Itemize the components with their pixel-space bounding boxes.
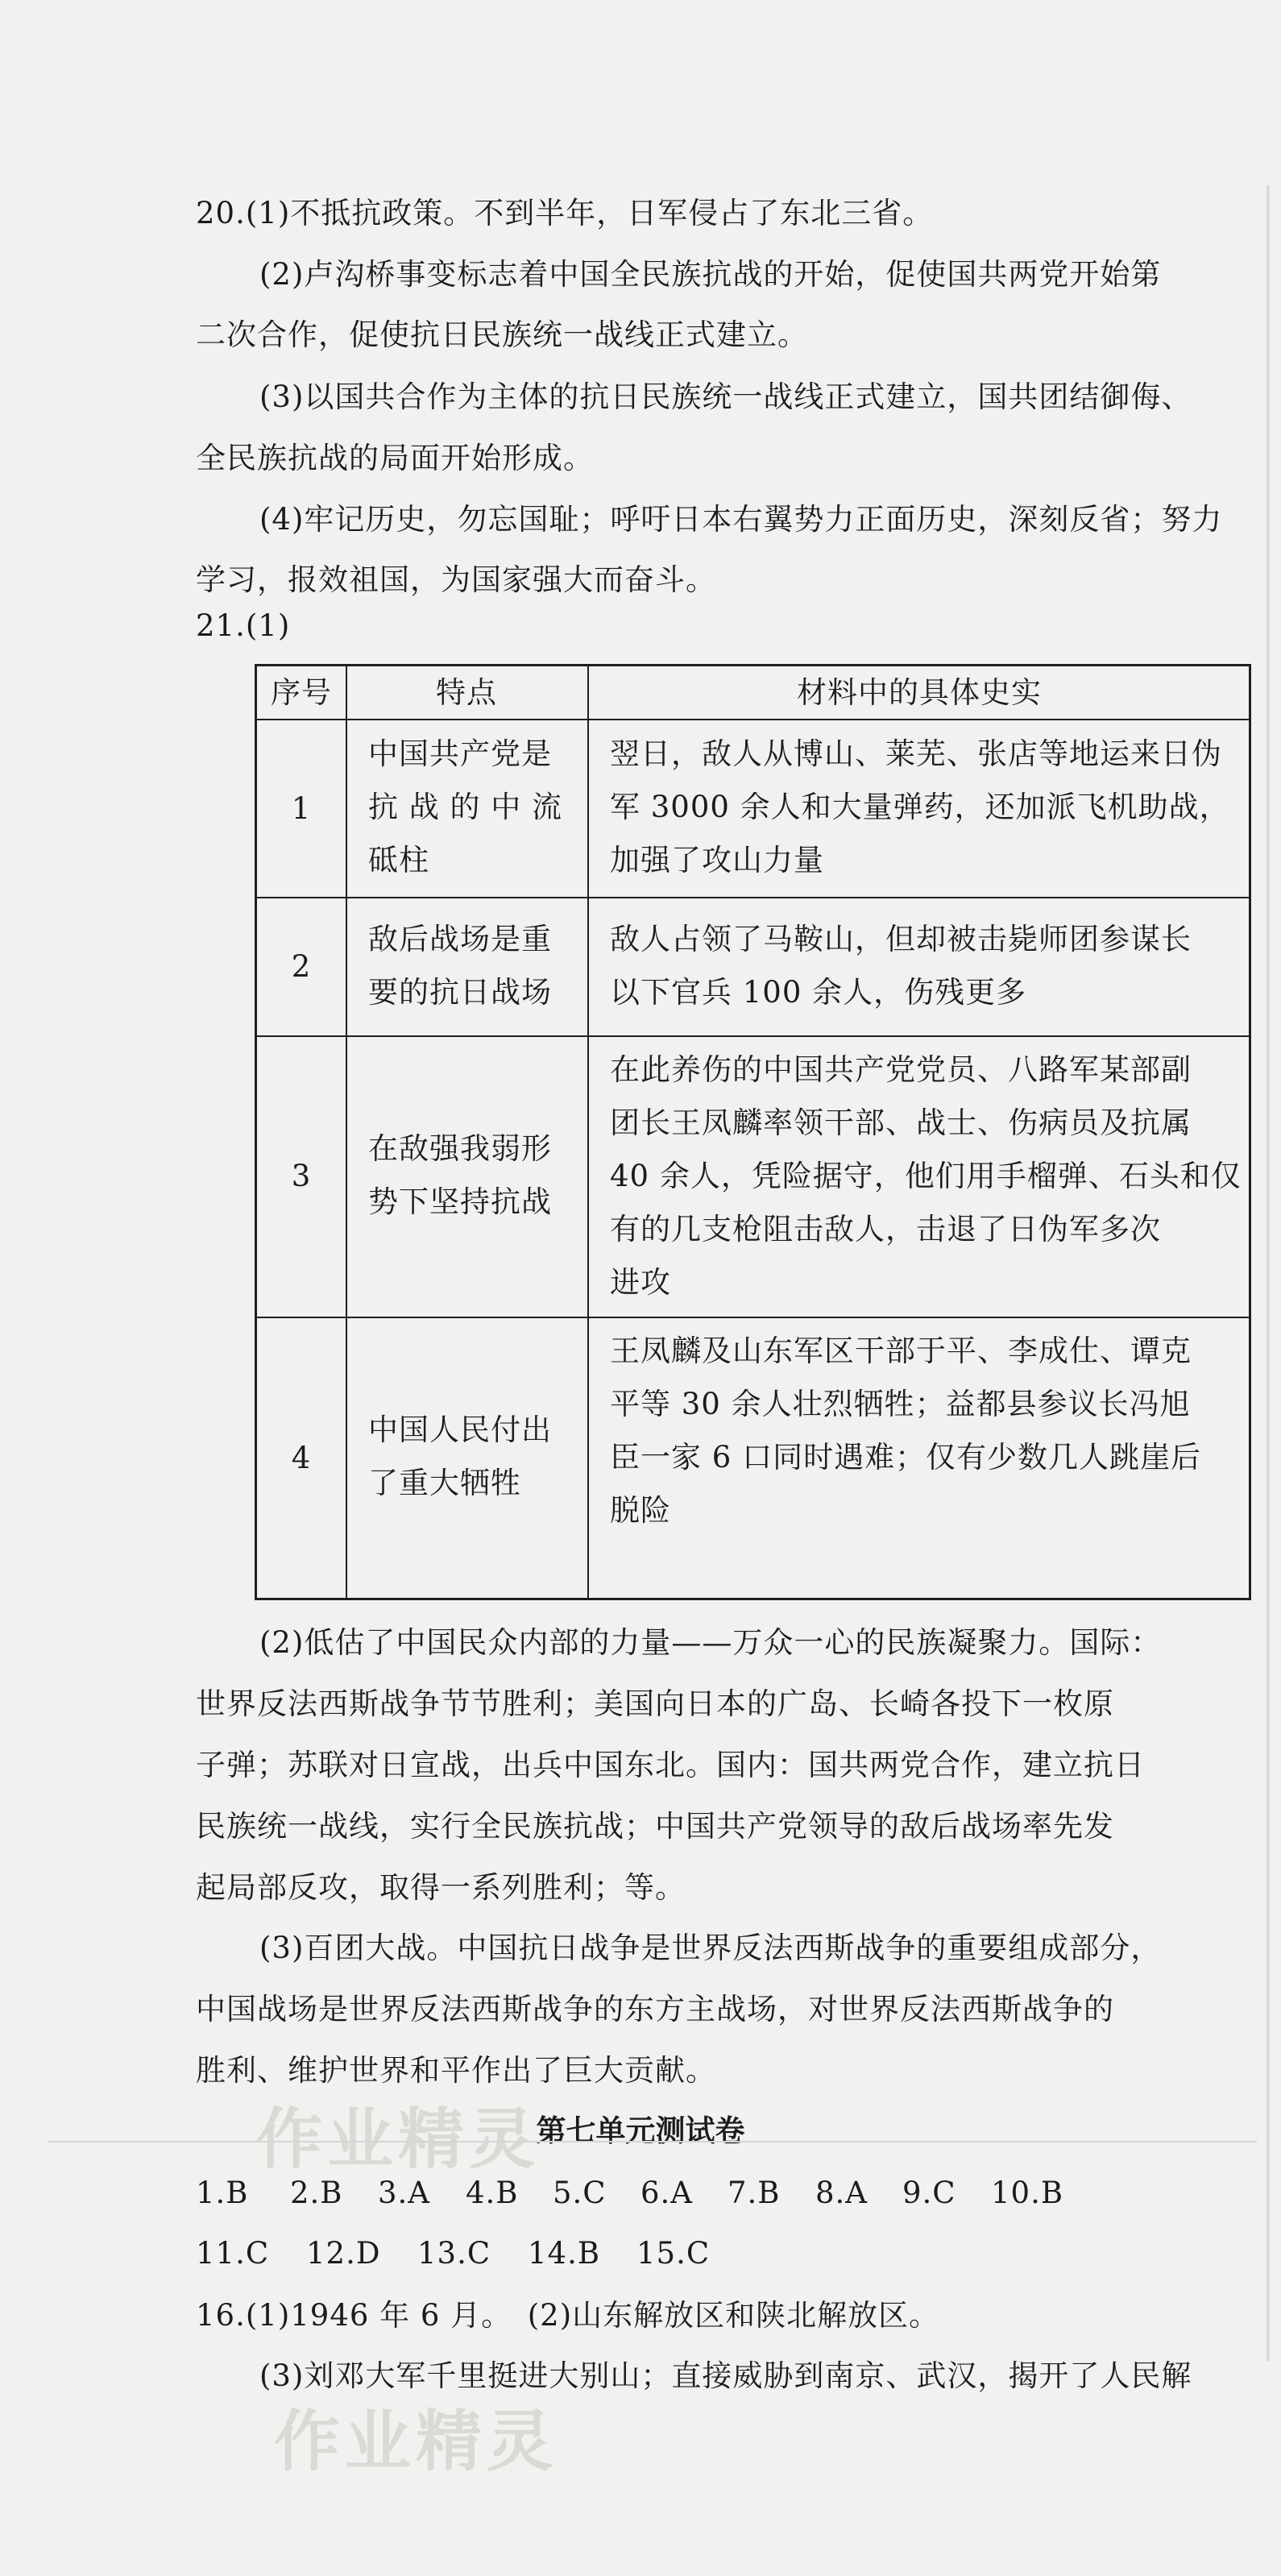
q16-line-1: 16.(1)1946 年 6 月。 (2)山东解放区和陕北解放区。 xyxy=(196,2298,940,2333)
q21-label: 21.(1) xyxy=(196,608,291,643)
row-1-no: 1 xyxy=(291,791,312,826)
q20-line-6: (4)牢记历史，勿忘国耻；呼吁日本右翼势力正面历史，深刻反省；努力 xyxy=(259,502,1223,537)
q21-part2-line-1: (2)低估了中国民众内部的力量——万众一心的民族凝聚力。国际： xyxy=(259,1625,1162,1660)
q20-line-1: 20.(1)不抵抗政策。不到半年，日军侵占了东北三省。 xyxy=(196,196,934,230)
row-4-feature: 中国人民付出 了重大牺牲 xyxy=(368,1412,552,1500)
q21-part2-line-4: 民族统一战线，实行全民族抗战；中国共产党领导的敌后战场率先发 xyxy=(196,1809,1114,1844)
answer-8: 8.A xyxy=(815,2176,869,2210)
header-facts: 材料中的具体史实 xyxy=(797,675,1042,710)
answer-14: 14.B xyxy=(528,2236,601,2271)
q20-line-7: 学习，报效祖国，为国家强大而奋斗。 xyxy=(196,562,716,597)
answer-13: 13.C xyxy=(417,2236,491,2271)
q21-part2-line-5: 起局部反攻，取得一系列胜利；等。 xyxy=(196,1870,686,1905)
unit7-title: 第七单元测试卷 xyxy=(536,2113,745,2148)
row-3-no: 3 xyxy=(291,1159,312,1193)
row-2-no: 2 xyxy=(291,949,312,984)
watermark-lower: 作业精灵 xyxy=(274,2404,558,2480)
row-2-feature: 敌后战场是重 要的抗日战场 xyxy=(368,922,552,1010)
q20-line-4: (3)以国共合作为主体的抗日民族统一战线正式建立，国共团结御侮、 xyxy=(259,380,1192,414)
answer-4: 4.B xyxy=(466,2176,519,2210)
answer-15: 15.C xyxy=(636,2236,711,2271)
answer-6: 6.A xyxy=(640,2176,694,2210)
row-2-facts: 敌人占领了马鞍山，但却被击毙师团参谋长 以下官兵 100 余人，伤残更多 xyxy=(610,922,1192,1010)
row-1-feature: 中国共产党是 抗 战 的 中 流 砥柱 xyxy=(368,736,563,877)
row-4-facts: 王凤麟及山东军区干部于平、李成仕、谭克 平等 30 余人壮烈牺牲；益都县参议长冯旭 臣一家 6 口同时遇难；仅有少数几人跳崖后 脱险 xyxy=(610,1334,1202,1528)
q20-line-2: (2)卢沟桥事变标志着中国全民族抗战的开始，促使国共两党开始第 xyxy=(259,257,1162,292)
q21-part2-line-3: 子弹；苏联对日宣战，出兵中国东北。国内：国共两党合作，建立抗日 xyxy=(196,1748,1145,1782)
section-divider xyxy=(48,2141,1257,2143)
q21-part3-line-3: 胜利、维护世界和平作出了巨大贡献。 xyxy=(196,2053,716,2088)
row-1-facts: 翌日，敌人从博山、莱芜、张店等地运来日伪 军 3000 余人和大量弹药，还加派飞机助战， 加强了攻山力量 xyxy=(610,736,1230,877)
answer-10: 10.B xyxy=(991,2176,1064,2210)
row-4-no: 4 xyxy=(291,1441,312,1475)
q16-line-2: (3)刘邓大军千里挺进大别山；直接威胁到南京、武汉，揭开了人民解 xyxy=(259,2358,1192,2393)
q20-line-5: 全民族抗战的局面开始形成。 xyxy=(196,441,594,475)
answer-2: 2.B xyxy=(290,2176,343,2210)
answer-11: 11.C xyxy=(196,2236,270,2271)
q21-part2-line-2: 世界反法西斯战争节节胜利；美国向日本的广岛、长崎各投下一枚原 xyxy=(196,1686,1114,1721)
answer-12: 12.D xyxy=(306,2236,381,2271)
answer-1: 1.B xyxy=(196,2176,249,2210)
header-no: 序号 xyxy=(271,675,332,710)
q21-part3-line-2: 中国战场是世界反法西斯战争的东方主战场，对世界反法西斯战争的 xyxy=(196,1992,1114,2026)
q20-line-3: 二次合作，促使抗日民族统一战线正式建立。 xyxy=(196,317,808,352)
q21-part3-line-1: (3)百团大战。中国抗日战争是世界反法西斯战争的重要组成部分， xyxy=(259,1931,1162,1965)
watermark-upper: 作业精灵 xyxy=(256,2101,541,2178)
history-table xyxy=(255,664,1251,1600)
answer-3: 3.A xyxy=(378,2176,431,2210)
answer-7: 7.B xyxy=(728,2176,781,2210)
row-3-facts: 在此养伤的中国共产党党员、八路军某部副 团长王凤麟率领干部、战士、伤病员及抗属 40 余人，凭险据守，他们用手榴弹、石头和仅 有的几支枪阻击敌人，击退了日伪军多次 进攻 xyxy=(610,1052,1242,1300)
answer-9: 9.C xyxy=(902,2176,956,2210)
row-3-feature: 在敌强我弱形 势下坚持抗战 xyxy=(368,1131,552,1219)
header-feature: 特点 xyxy=(436,675,497,710)
answer-5: 5.C xyxy=(553,2176,607,2210)
